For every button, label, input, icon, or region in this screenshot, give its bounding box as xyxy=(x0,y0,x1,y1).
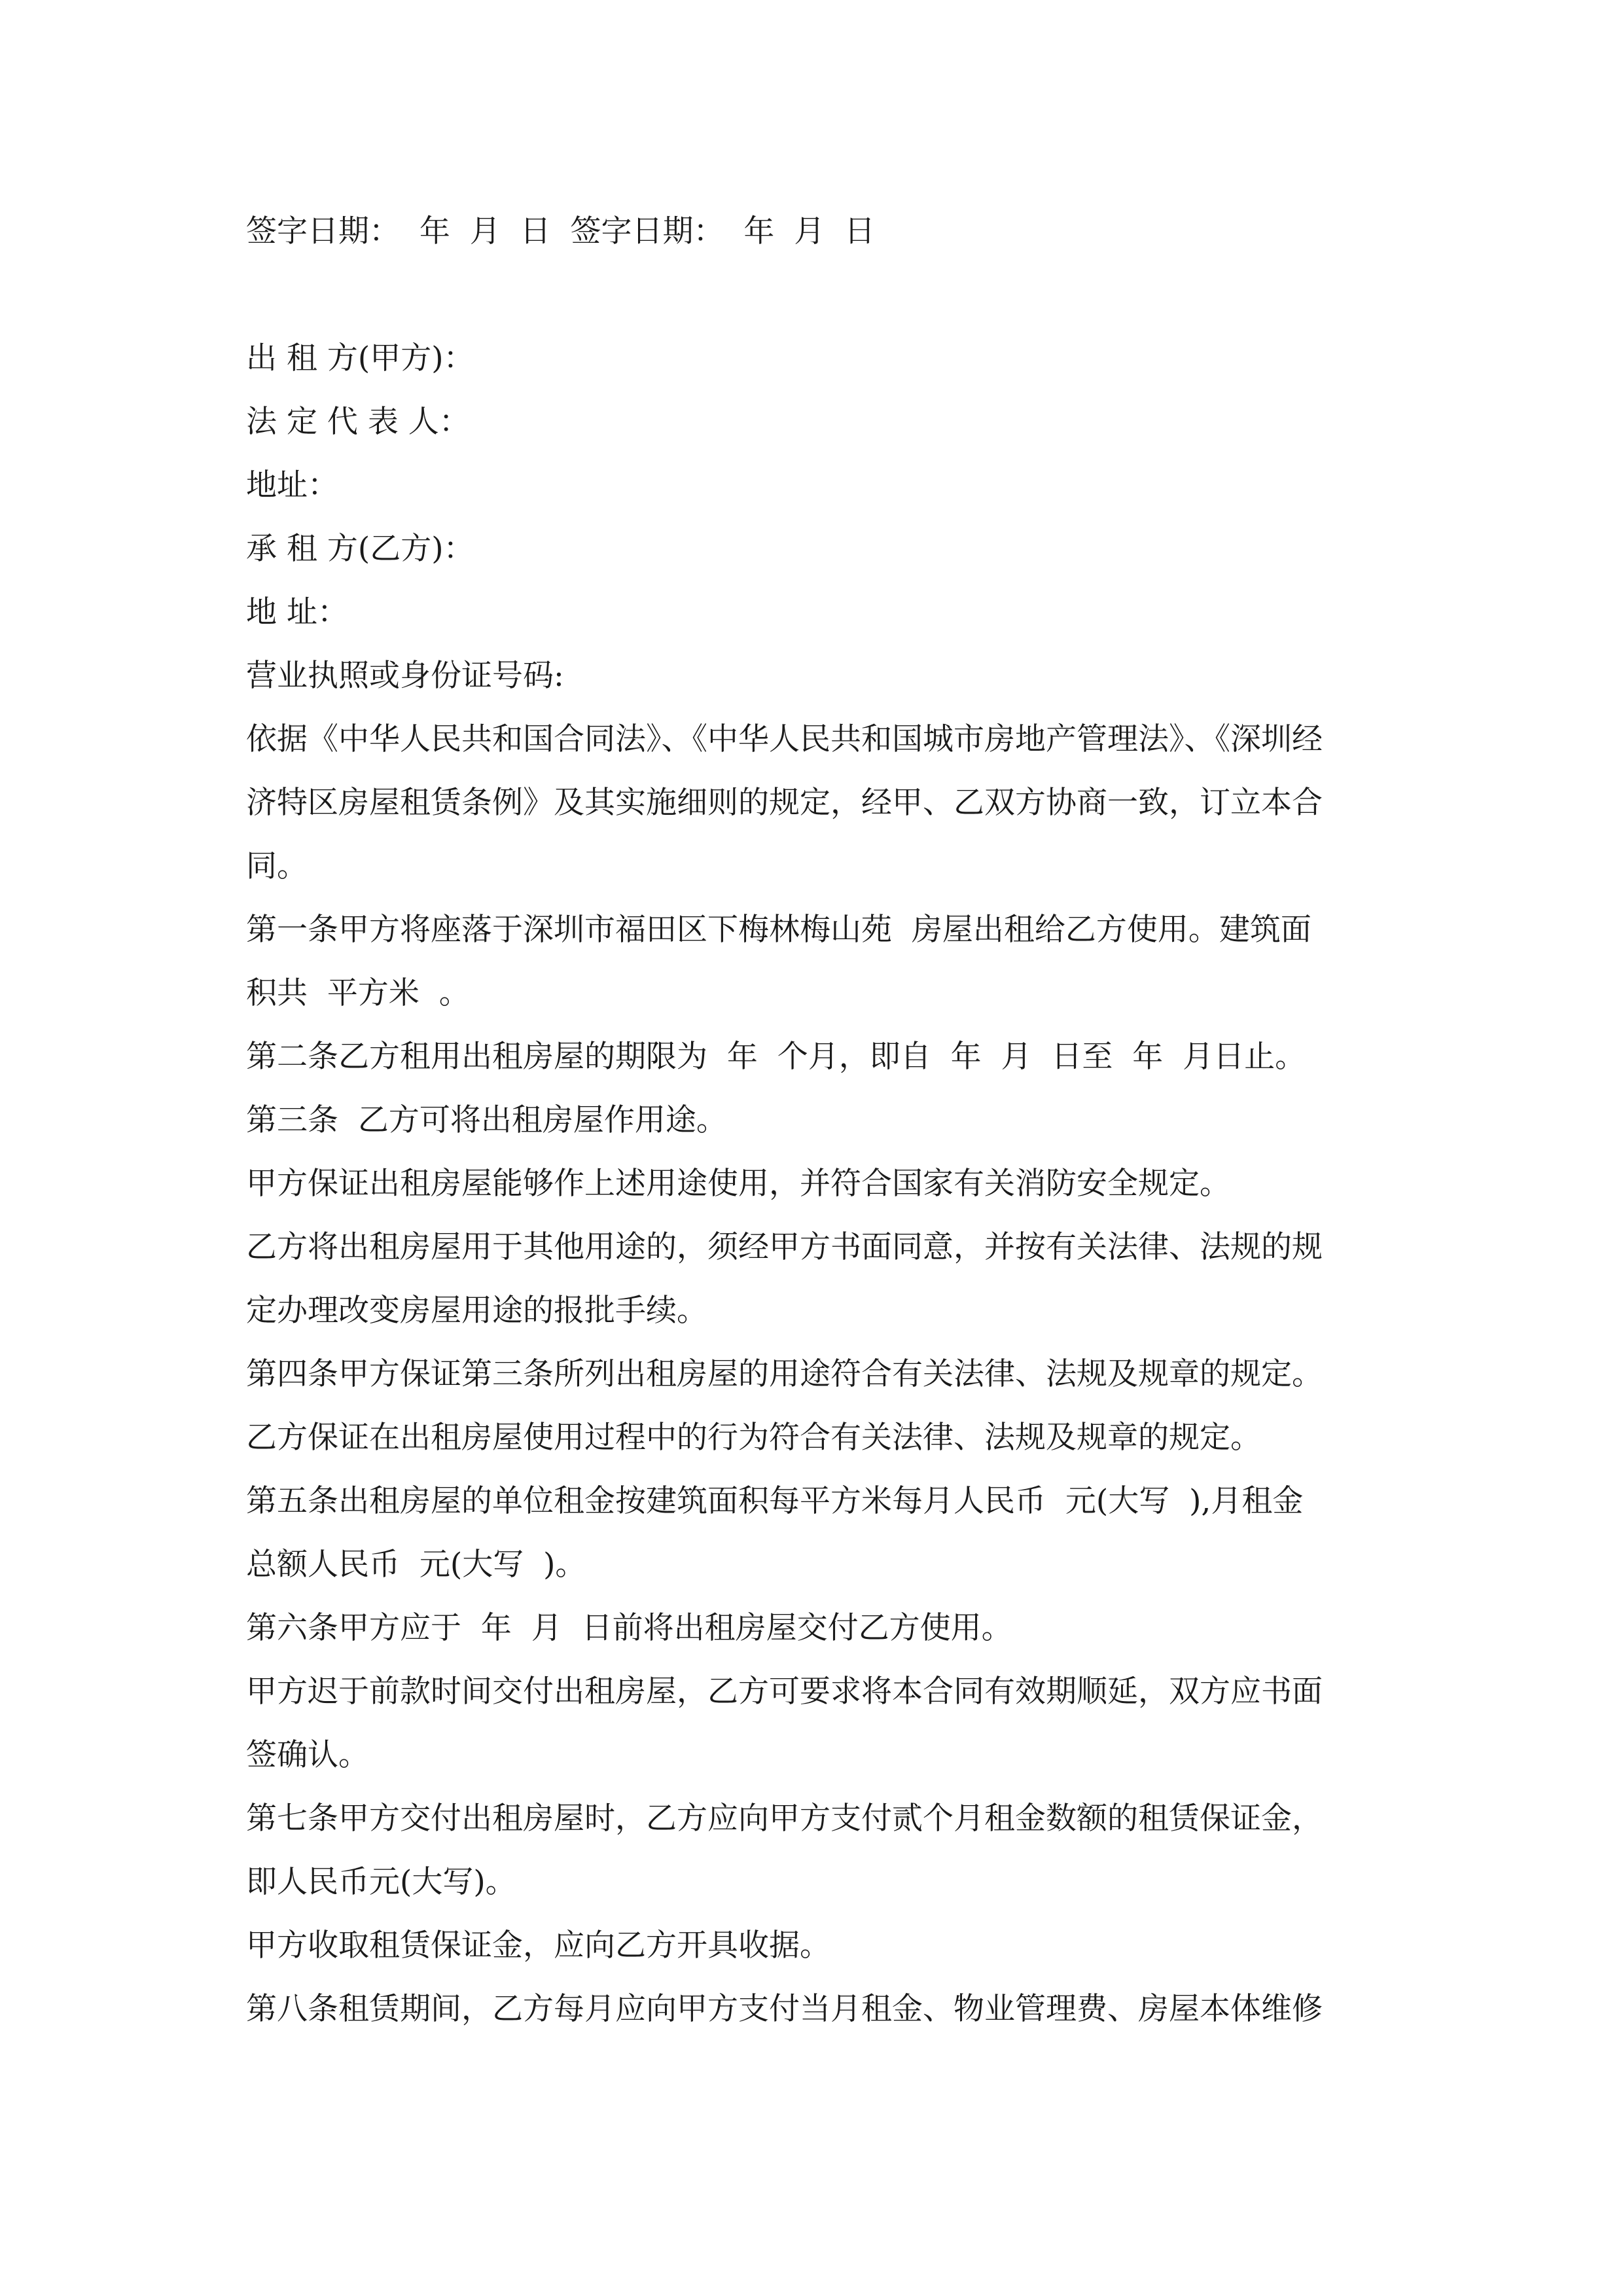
article-4-line: 第四条甲方保证第三条所列出租房屋的用途符合有关法律、法规及规章的规定。 xyxy=(246,1356,1323,1392)
paragraph-line: 乙方保证在出租房屋使用过程中的行为符合有关法律、法规及规章的规定。 xyxy=(246,1420,1261,1456)
article-8-line: 第八条租赁期间，乙方每月应向甲方支付当月租金、物业管理费、房屋本体维修 xyxy=(246,1991,1323,2027)
article-7-line: 即人民币元(大写)。 xyxy=(246,1864,516,1900)
article-7-line: 第七条甲方交付出租房屋时，乙方应向甲方支付贰个月租金数额的租赁保证金， xyxy=(246,1801,1323,1837)
lessee-field: 承 租 方(乙方)： xyxy=(246,531,474,567)
paragraph-line: 乙方将出租房屋用于其他用途的，须经甲方书面同意，并按有关法律、法规的规 xyxy=(246,1229,1323,1265)
article-5-line: 总额人民币 元(大写 )。 xyxy=(246,1547,586,1583)
lessor-field: 出 租 方(甲方)： xyxy=(246,340,474,376)
article-6-line: 第六条甲方应于 年 月 日前将出租房屋交付乙方使用。 xyxy=(246,1610,1012,1646)
paragraph-line: 签确认。 xyxy=(246,1737,369,1773)
blank-line xyxy=(246,263,1391,327)
article-2-line: 第二条乙方租用出租房屋的期限为 年 个月，即自 年 月 日至 年 月日止。 xyxy=(246,1039,1306,1075)
paragraph-line: 同。 xyxy=(246,848,308,884)
paragraph-line: 甲方保证出租房屋能够作上述用途使用，并符合国家有关消防安全规定。 xyxy=(246,1166,1230,1202)
paragraph-line: 济特区房屋租赁条例》及其实施细则的规定，经甲、乙双方协商一致，订立本合 xyxy=(246,785,1323,821)
paragraph-line: 甲方收取租赁保证金，应向乙方开具收据。 xyxy=(246,1928,830,1964)
legal-representative-field: 法 定 代 表 人： xyxy=(246,404,470,440)
article-3-line: 第三条 乙方可将出租房屋作用途。 xyxy=(246,1102,727,1138)
article-1-line: 第一条甲方将座落于深圳市福田区下梅林梅山苑 房屋出租给乙方使用。建筑面 xyxy=(246,912,1311,948)
lessor-address-field: 地址： xyxy=(246,467,338,503)
lessee-address-field: 地 址： xyxy=(246,594,348,630)
paragraph-line: 定办理改变房屋用途的报批手续。 xyxy=(246,1293,707,1329)
license-id-field: 营业执照或身份证号码: xyxy=(246,658,564,694)
paragraph-line: 依据《中华人民共和国合同法》、《中华人民共和国城市房地产管理法》、《深圳经 xyxy=(246,721,1323,757)
paragraph-line: 甲方迟于前款时间交付出租房屋，乙方可要求将本合同有效期顺延，双方应书面 xyxy=(246,1674,1323,1710)
article-5-line: 第五条出租房屋的单位租金按建筑面积每平方米每月人民币 元(大写 ),月租金 xyxy=(246,1483,1304,1519)
signature-date-line: 签字日期： 年 月 日 签字日期： 年 月 日 xyxy=(246,213,876,249)
contract-body xyxy=(246,200,1391,2041)
article-1-line: 积共 平方米 。 xyxy=(246,975,470,1011)
